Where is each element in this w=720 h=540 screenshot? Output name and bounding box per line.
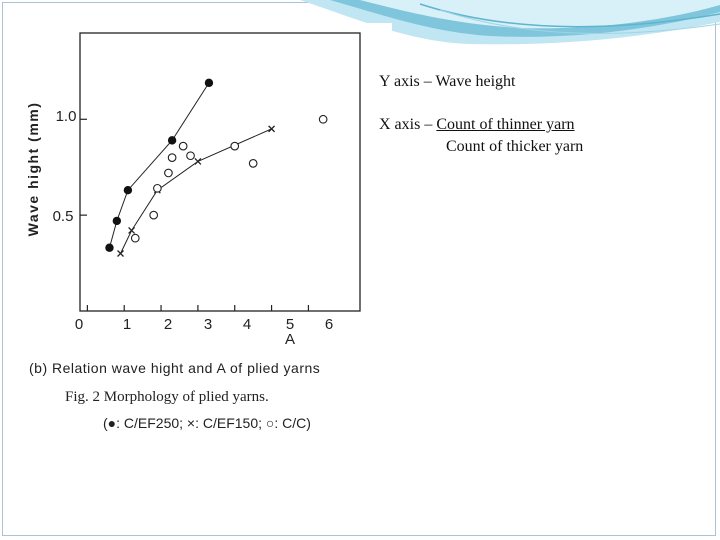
x-axis-note-denominator: Count of thicker yarn bbox=[446, 138, 584, 155]
marker-open-circle bbox=[249, 160, 257, 168]
marker-open-circle bbox=[131, 234, 139, 242]
x-axis-note-prefix: X axis – bbox=[379, 116, 437, 133]
marker-filled-circle bbox=[105, 244, 113, 252]
x-tick-label: 1 bbox=[122, 316, 132, 333]
marker-filled-circle bbox=[168, 136, 176, 144]
marker-open-circle bbox=[154, 184, 162, 192]
marker-x bbox=[118, 250, 124, 256]
marker-x bbox=[195, 158, 201, 164]
x-tick-label: 4 bbox=[242, 316, 252, 333]
figure-scan bbox=[17, 23, 392, 433]
y-tick-label: 1.0 bbox=[55, 108, 77, 125]
marker-x bbox=[129, 227, 135, 233]
figure-title: Fig. 2 Morphology of plied yarns. bbox=[65, 389, 269, 405]
marker-filled-circle bbox=[113, 217, 121, 225]
x-axis-note bbox=[379, 116, 575, 134]
marker-filled-circle bbox=[205, 79, 213, 87]
plot-frame bbox=[80, 33, 360, 311]
y-tick-label: 0.5 bbox=[52, 208, 74, 225]
x-tick-label: 6 bbox=[324, 316, 334, 333]
series-line-c-ef150 bbox=[121, 129, 272, 254]
x-tick-label: 0 bbox=[74, 316, 84, 333]
x-tick-label: 3 bbox=[203, 316, 213, 333]
y-axis-note: Y axis – Wave height bbox=[379, 73, 516, 90]
y-axis-label: Wave hight (mm) bbox=[25, 101, 41, 237]
series-line-c-ef250 bbox=[109, 83, 208, 248]
x-tick-label: 2 bbox=[163, 316, 173, 333]
marker-filled-circle bbox=[124, 186, 132, 194]
marker-open-circle bbox=[179, 142, 187, 150]
marker-open-circle bbox=[165, 169, 173, 177]
x-tick-label: 5 bbox=[285, 316, 295, 333]
figure-caption-b: (b) Relation wave hight and A of plied yarns bbox=[29, 360, 321, 376]
x-axis-note-numerator: Count of thinner yarn bbox=[436, 116, 575, 133]
marker-open-circle bbox=[187, 152, 195, 160]
marker-open-circle bbox=[168, 154, 176, 162]
figure-legend: (●: C/EF250; ×: C/EF150; ○: C/C) bbox=[103, 415, 311, 431]
marker-x bbox=[269, 126, 275, 132]
marker-open-circle bbox=[231, 142, 239, 150]
marker-open-circle bbox=[150, 211, 158, 219]
marker-open-circle bbox=[319, 115, 327, 123]
x-axis-label: A bbox=[284, 331, 296, 348]
